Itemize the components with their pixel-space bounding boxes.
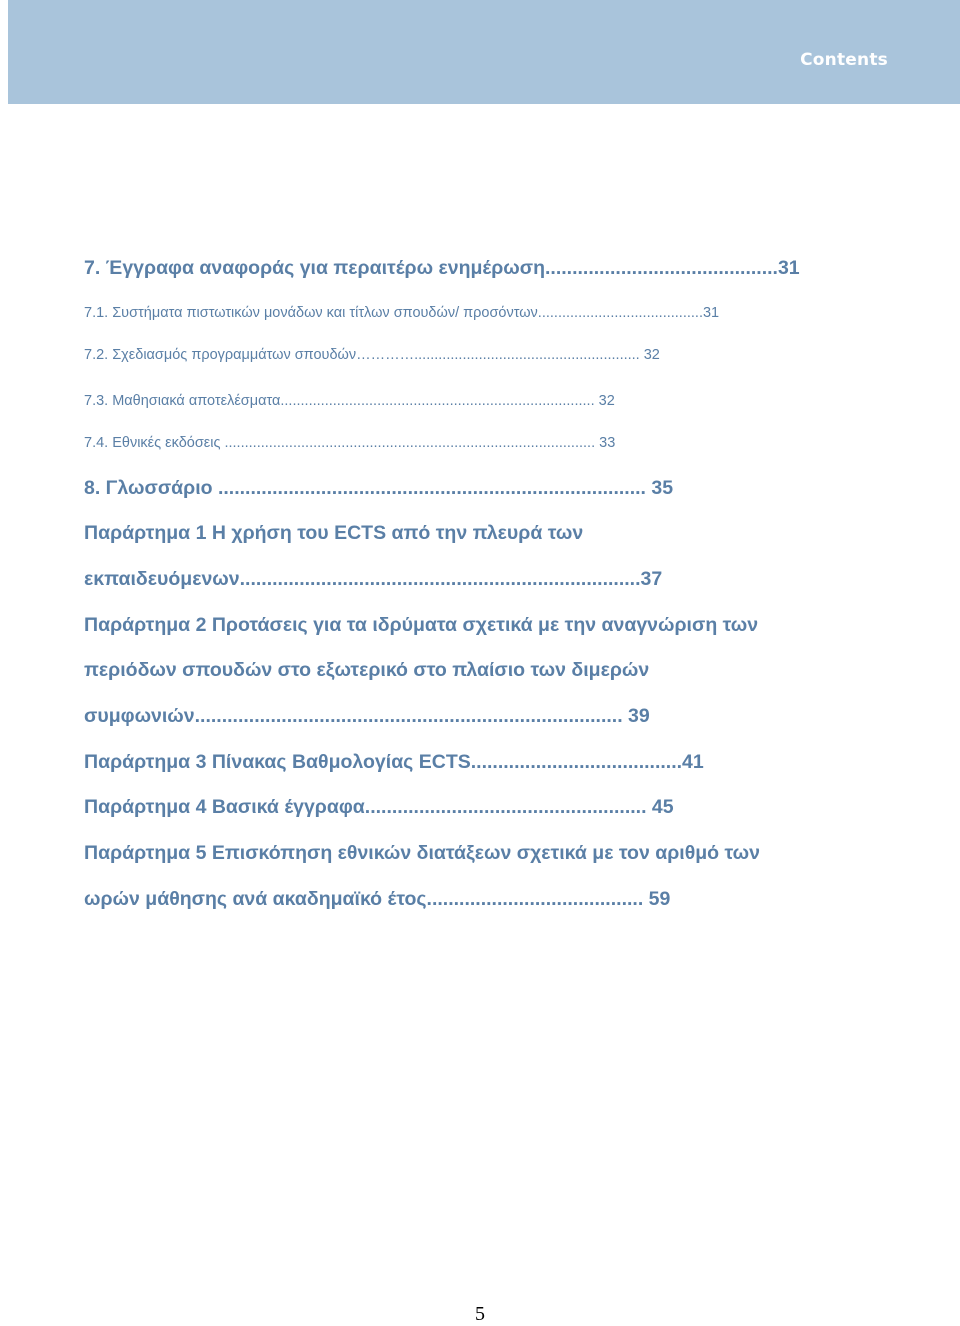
toc-entry-7-1[interactable]: 7.1. Συστήματα πιστωτικών μονάδων και τίτλων σπουδών/ προσόντων.........................................31 [84, 305, 720, 321]
toc-entry-appendix-2-line-3[interactable]: συμφωνιών............................................................................... 39 [84, 705, 650, 727]
toc-entry-7-4[interactable]: 7.4. Εθνικές εκδόσεις ............................................................................................ 33 [84, 435, 616, 451]
toc-entry-appendix-3[interactable]: Παράρτημα 3 Πίνακας Βαθμολογίας ECTS.......................................41 [84, 751, 704, 773]
toc-entry-7-2[interactable]: 7.2. Σχεδιασμός προγραμμάτων σπουδών…………........................................................ 32 [84, 347, 660, 363]
toc-entry-appendix-4[interactable]: Παράρτημα 4 Βασικά έγγραφα.................................................... 45 [84, 796, 674, 818]
banner-title: Contents [800, 50, 888, 70]
toc-entry-appendix-1-line-1[interactable]: Παράρτημα 1 Η χρήση του ECTS από την πλευρά των [84, 522, 584, 544]
toc-entry-8[interactable]: 8. Γλωσσάριο ............................................................................... 35 [84, 477, 674, 499]
toc-entry-appendix-1-line-2[interactable]: εκπαιδευόμενων..........................................................................37 [84, 568, 663, 590]
page-number: 5 [475, 1303, 485, 1325]
toc-entry-appendix-5-line-2[interactable]: ωρών μάθησης ανά ακαδημαϊκό έτος........................................ 59 [84, 888, 671, 910]
toc-entry-appendix-2-line-2[interactable]: περιόδων σπουδών στο εξωτερικό στο πλαίσιο των διμερών [84, 659, 650, 681]
toc-entry-7-3[interactable]: 7.3. Μαθησιακά αποτελέσματα.............................................................................. 32 [84, 393, 615, 409]
toc-entry-appendix-5-line-1[interactable]: Παράρτημα 5 Επισκόπηση εθνικών διατάξεων σχετικά με τον αριθμό των [84, 842, 760, 864]
toc-entry-appendix-2-line-1[interactable]: Παράρτημα 2 Προτάσεις για τα ιδρύματα σχετικά με την αναγνώριση των [84, 614, 759, 636]
toc-entry-7[interactable]: 7. Έγγραφα αναφοράς για περαιτέρω ενημέρωση...........................................31 [84, 257, 800, 279]
